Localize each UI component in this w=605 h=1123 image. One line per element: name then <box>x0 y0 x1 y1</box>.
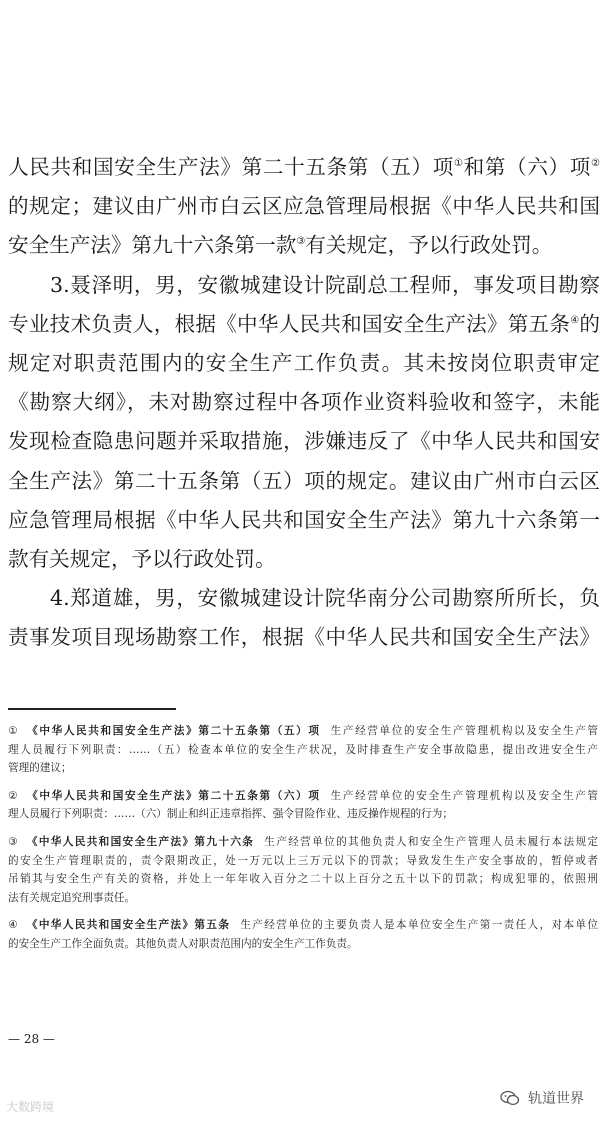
watermark-right <box>500 1088 584 1108</box>
body-line-10: 应急管理局根据《中华人民共和国安全生产法》第九十六条第一 <box>8 507 600 532</box>
wechat-icon <box>500 1090 520 1106</box>
body-line-13: 责事发项目现场勘察工作，根据《中华人民共和国安全生产法》 <box>8 625 600 650</box>
body-line-6: 规定对职责范围内的安全生产工作负责。其未按岗位职责审定 <box>8 350 600 375</box>
body-line-4: 3.聂泽明，男，安徽城建设计院副总工程师，事发项目勘察 <box>50 272 600 297</box>
body-line-5: 专业技术负责人，根据《中华人民共和国安全生产法》第五条④的 <box>8 311 600 336</box>
body-line-3: 安全生产法》第九十六条第一款③有关规定，予以行政处罚。 <box>8 233 553 258</box>
body-line-8: 发现检查隐患问题并采取措施，涉嫌违反了《中华人民共和国安 <box>8 429 600 454</box>
watermark-right-label: 轨道世界 <box>528 1091 584 1107</box>
footnote-ref: ④ <box>570 314 580 326</box>
body-line-1: 人民共和国安全生产法》第二十五条第（五）项①和第（六）项② <box>8 155 600 179</box>
footnote-divider <box>8 708 176 710</box>
body-line-11: 款有关规定，予以行政处罚。 <box>8 546 276 571</box>
footnote-1: ① 《中华人民共和国安全生产法》第二十五条第（五）项 生产经营单位的安全生产管理机构以及安全生产管 理人员履行下列职责：……（五）检查本单位的安全生产状况，及时排查生产安全事故隐患，提出改进安全生产 管理的建议； <box>8 725 598 775</box>
watermark-left: 大数跨境 <box>6 1100 55 1114</box>
footnote-3: ③ 《中华人民共和国安全生产法》第九十六条 生产经营单位的其他负责人和安全生产管理人员未履行本法规定 的安全生产管理职责的，责令限期改正，处一万元以上三万元以下的罚款；导致发生生产安全事故的，暂停或者 吊销其与安全生产有关的资格，并处上一年年收入百分之二十以上百分之五十以下的罚款；构成犯罪的，依照刑 法有关规定追究刑事责任。 <box>8 835 598 904</box>
body-text <box>8 148 600 657</box>
body-line-7: 《勘察大纲》，未对勘察过程中各项作业资料验收和签字，未能 <box>8 390 600 415</box>
page-number: — 28 — <box>8 1032 55 1046</box>
body-line-12: 4.郑道雄，男，安徽城建设计院华南分公司勘察所所长，负 <box>50 586 600 611</box>
footnote-ref: ① <box>454 158 464 169</box>
footnotes <box>8 722 598 963</box>
body-line-2: 的规定；建议由广州市白云区应急管理局根据《中华人民共和国 <box>8 194 600 219</box>
footnote-4: ④ 《中华人民共和国安全生产法》第五条 生产经营单位的主要负责人是本单位安全生产第一责任人，对本单位 的安全生产工作全面负责。其他负责人对职责范围内的安全生产工作负责。 <box>8 919 598 950</box>
footnote-ref: ② <box>591 158 600 169</box>
body-line-9: 全生产法》第二十五条第（五）项的规定。建议由广州市白云区 <box>8 468 600 493</box>
footnote-ref: ③ <box>296 236 306 248</box>
footnote-2: ② 《中华人民共和国安全生产法》第二十五条第（六）项 生产经营单位的安全生产管理机构以及安全生产管 理人员履行下列职责：……（六）制止和纠正违章指挥、强令冒险作业、违反操作规程的行为； <box>8 789 598 821</box>
